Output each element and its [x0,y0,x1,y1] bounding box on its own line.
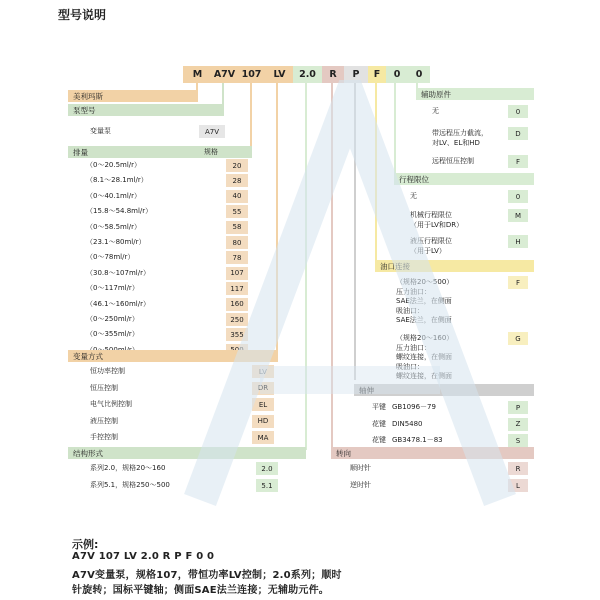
rotation-name: 顺时针 [350,464,371,472]
control-code: EL [252,398,274,411]
connector-vline [354,83,356,380]
pump-type-bar: 泵型号 [68,104,224,116]
aux-code: D [508,127,528,140]
port-text: 吸油口： [396,306,424,315]
displacement-code: 117 [226,282,248,295]
example-code-line: A7V 107 LV 2.0 R P F 0 0 [72,551,215,562]
displacement-range: （0～78ml/r） [86,253,135,262]
port-text: （规格20～500） [396,278,454,286]
connector-vline [394,83,396,175]
control-name: 液压控制 [90,416,118,425]
displacement-code: 107 [226,267,248,280]
structure-name: 系列5.1，规格250～500 [90,481,170,489]
rotation-bar: 转向 [331,447,534,459]
control-code: LV [252,365,274,378]
code-segment: R [322,66,344,83]
displacement-code: 160 [226,298,248,311]
displacement-code: 250 [226,313,248,326]
connector-vline [331,83,333,447]
displacement-range: （0～250ml/r） [86,315,139,323]
displacement-code: 355 [226,328,248,341]
port-code: F [508,276,528,289]
displacement-range: （0～20.5ml/r） [86,161,142,169]
stroke-text: （用于LV和DR） [410,220,464,229]
port-text: （规格20～160） [396,334,454,342]
stroke-code: 0 [508,190,528,203]
displacement-code: 78 [226,251,248,264]
shaft-code: P [508,401,528,414]
aux-text: 对LV、EL和HD [432,138,480,147]
displacement-code: 80 [226,236,248,249]
shaft-code: S [508,434,528,447]
shaft-standard: GB1096－79 [392,403,436,411]
page-title: 型号说明 [58,8,107,22]
control-bar: 变量方式 [68,350,278,362]
shaft-name: 花键 [372,419,386,428]
displacement-range: （23.1～80ml/r） [86,238,146,246]
port-code: G [508,332,528,345]
structure-bar: 结构形式 [68,447,306,459]
rotation-code: L [508,479,528,492]
stroke-code: H [508,235,528,248]
stroke-text: （用于LV） [410,246,446,255]
connector-vline [375,83,377,262]
code-segment: A7V [212,66,237,83]
structure-name: 系列2.0，规格20～160 [90,464,166,472]
spec-label: 规格 [204,148,218,156]
brand-bar: 美利玛斯 [68,90,198,102]
aux-text: 无 [432,107,439,115]
stroke-code: M [508,209,528,222]
control-code: MA [252,431,274,444]
displacement-bar: 排量 [68,146,252,158]
displacement-range: （46.1～160ml/r） [86,299,150,308]
port-text: 螺纹连接，在侧面 [396,372,452,380]
code-segment: 0 [408,66,430,83]
code-segment: F [368,66,386,83]
stroke-bar: 行程限位 [394,173,534,185]
displacement-range: （0～117ml/r） [86,284,139,293]
aux-bar: 辅助原件 [416,88,534,100]
shaft-name: 花键 [372,436,386,444]
port-text: SAE法兰，在侧面 [396,297,452,305]
displacement-code: 20 [226,159,248,172]
shaft-bar: 轴伸 [354,384,534,396]
displacement-code: 40 [226,190,248,203]
port-text: 压力油口： [396,343,431,352]
code-segment: M [183,66,212,83]
port-bar: 油口连接 [375,260,534,272]
example-desc-line-2: 针旋转；国标平键轴；侧面SAE法兰连接；无辅助元件。 [72,585,329,596]
port-text: 螺纹连接，在侧面 [396,353,452,361]
displacement-code: 28 [226,174,248,187]
aux-code: F [508,155,528,168]
displacement-range: （30.8～107ml/r） [86,268,150,277]
control-name: 恒压控制 [90,383,118,392]
port-text: SAE法兰，在侧面 [396,316,452,324]
example-desc-line-1: A7V变量泵，规格107，带恒功率LV控制；2.0系列；顺时 [72,570,342,581]
shaft-standard: GB3478.1－83 [392,436,443,444]
control-name: 恒功率控制 [90,367,125,375]
displacement-range: （0～40.1ml/r） [86,191,142,200]
port-text: 吸油口： [396,362,424,371]
rotation-name: 逆时针 [350,481,371,489]
variable-pump-label: 变量泵 [90,127,111,135]
code-segment: 2.0 [293,66,322,83]
example-title: 示例: [72,538,99,551]
code-segment: LV [266,66,293,83]
aux-text: 远程恒压控制 [432,157,474,165]
aux-text: 带远程压力截流， [432,129,488,137]
displacement-range: （8.1～28.1ml/r） [86,176,148,185]
displacement-range: （15.8～54.8ml/r） [86,207,153,216]
structure-code: 5.1 [256,479,278,492]
connector-vline [276,83,278,354]
control-name: 手控控制 [90,433,118,441]
displacement-code: 55 [226,205,248,218]
control-code: DR [252,382,274,395]
control-code: HD [252,415,274,428]
rotation-code: R [508,462,528,475]
displacement-range: （0～58.5ml/r） [86,222,142,231]
aux-code: 0 [508,105,528,118]
code-segment: 0 [386,66,408,83]
shaft-name: 平键 [372,403,386,411]
stroke-text: 液压行程限位 [410,237,452,245]
shaft-standard: DIN5480 [392,419,423,428]
connector-vline [250,83,252,148]
code-segment: 107 [237,66,266,83]
displacement-range: （0～355ml/r） [86,330,139,339]
code-segment: P [344,66,368,83]
port-text: 压力油口： [396,287,431,296]
stroke-text: 无 [410,192,417,200]
structure-code: 2.0 [256,462,278,475]
connector-vline [305,83,307,450]
variable-pump-code: A7V [199,125,225,138]
stroke-text: 机械行程限位 [410,211,452,219]
displacement-code: 58 [226,221,248,234]
shaft-code: Z [508,418,528,431]
control-name: 电气比例控制 [90,400,132,408]
